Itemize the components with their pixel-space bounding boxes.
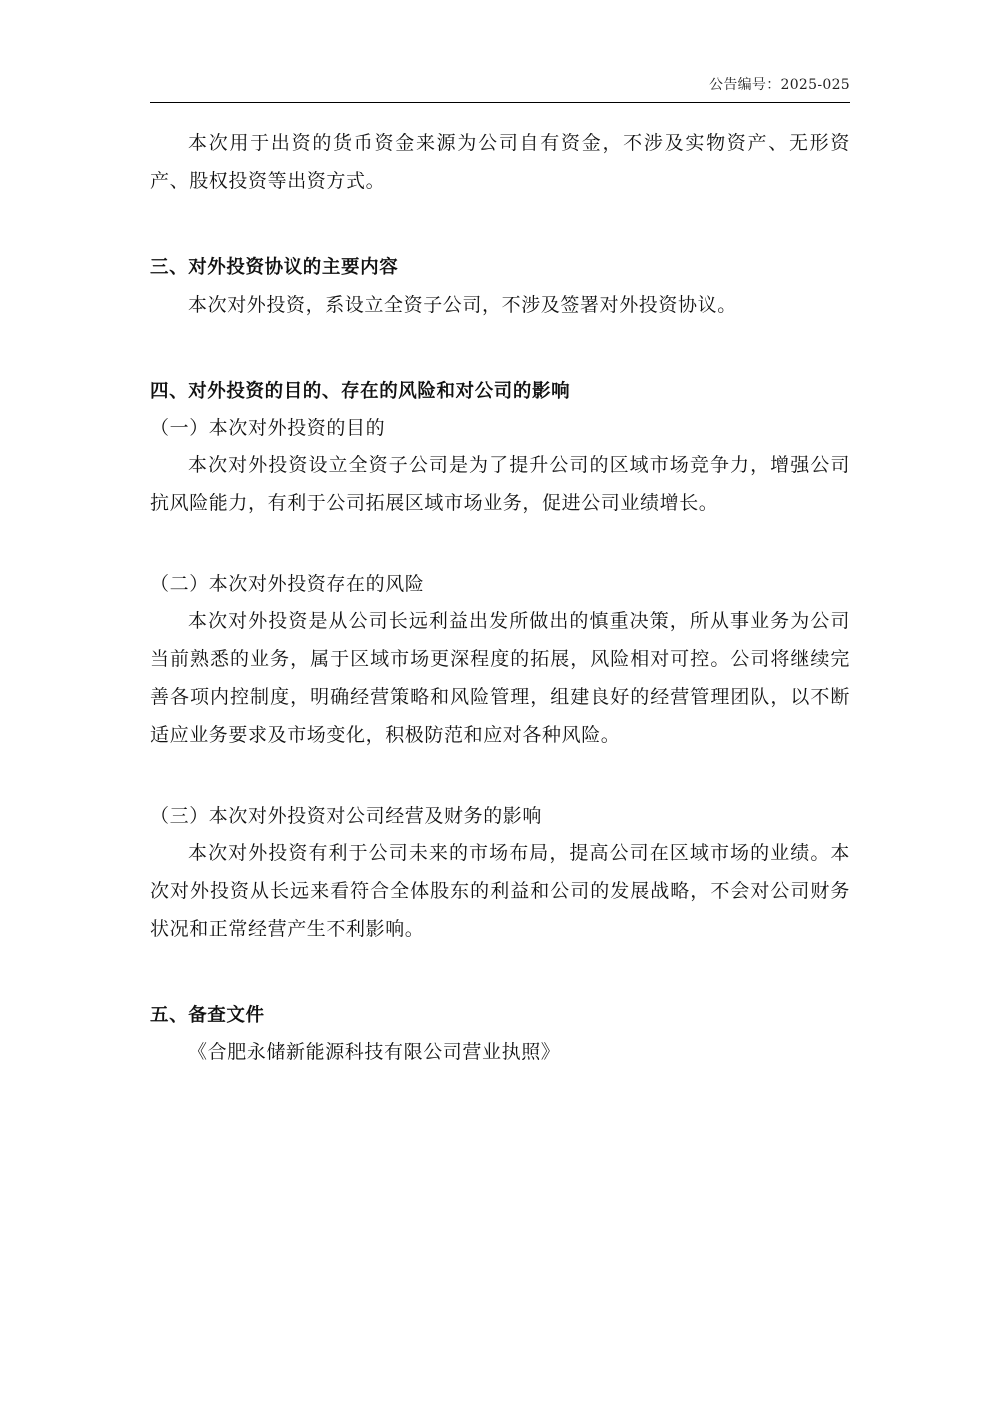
spacer	[150, 324, 850, 374]
section-4-sub-3-heading: （三）本次对外投资对公司经营及财务的影响	[150, 805, 543, 827]
section-3-paragraph: 本次对外投资，系设立全资子公司，不涉及签署对外投资协议。	[188, 294, 737, 316]
spacer	[150, 948, 850, 998]
section-5-heading: 五、备查文件	[150, 1005, 265, 1026]
section-4-sub-2-heading: （二）本次对外投资存在的风险	[150, 573, 425, 595]
section-4-sub-3-paragraph: 本次对外投资有利于公司未来的市场布局，提高公司在区域市场的业绩。本次对外投资从长远来看符合全体股东的利益和公司的发展战略，不会对公司财务状况和正常经营产生不利影响。	[150, 842, 850, 940]
reference-document-item: 《合肥永储新能源科技有限公司营业执照》	[188, 1041, 561, 1063]
header-divider	[150, 102, 850, 103]
intro-paragraph: 本次用于出资的货币资金来源为公司自有资金，不涉及实物资产、无形资产、股权投资等出资方式。	[150, 132, 850, 192]
section-4-sub-1-paragraph: 本次对外投资设立全资子公司是为了提升公司的区域市场竞争力，增强公司抗风险能力，有利于公司拓展区域市场业务，促进公司业绩增长。	[150, 454, 850, 514]
spacer	[150, 522, 850, 566]
section-3-heading: 三、对外投资协议的主要内容	[150, 257, 399, 278]
spacer	[150, 200, 850, 250]
section-4-heading: 四、对外投资的目的、存在的风险和对公司的影响	[150, 381, 571, 402]
spacer	[150, 754, 850, 798]
section-4-sub-2-paragraph: 本次对外投资是从公司长远利益出发所做出的慎重决策，所从事业务为公司当前熟悉的业务，属于区域市场更深程度的拓展，风险相对可控。公司将继续完善各项内控制度，明确经营策略和风险管理，组建良好的经营管理团队，以不断适应业务要求及市场变化，积极防范和应对各种风险。	[150, 610, 850, 746]
section-4-sub-1-heading: （一）本次对外投资的目的	[150, 417, 386, 439]
announcement-number: 公告编号：2025-025	[709, 77, 850, 93]
document-body	[150, 124, 850, 1070]
